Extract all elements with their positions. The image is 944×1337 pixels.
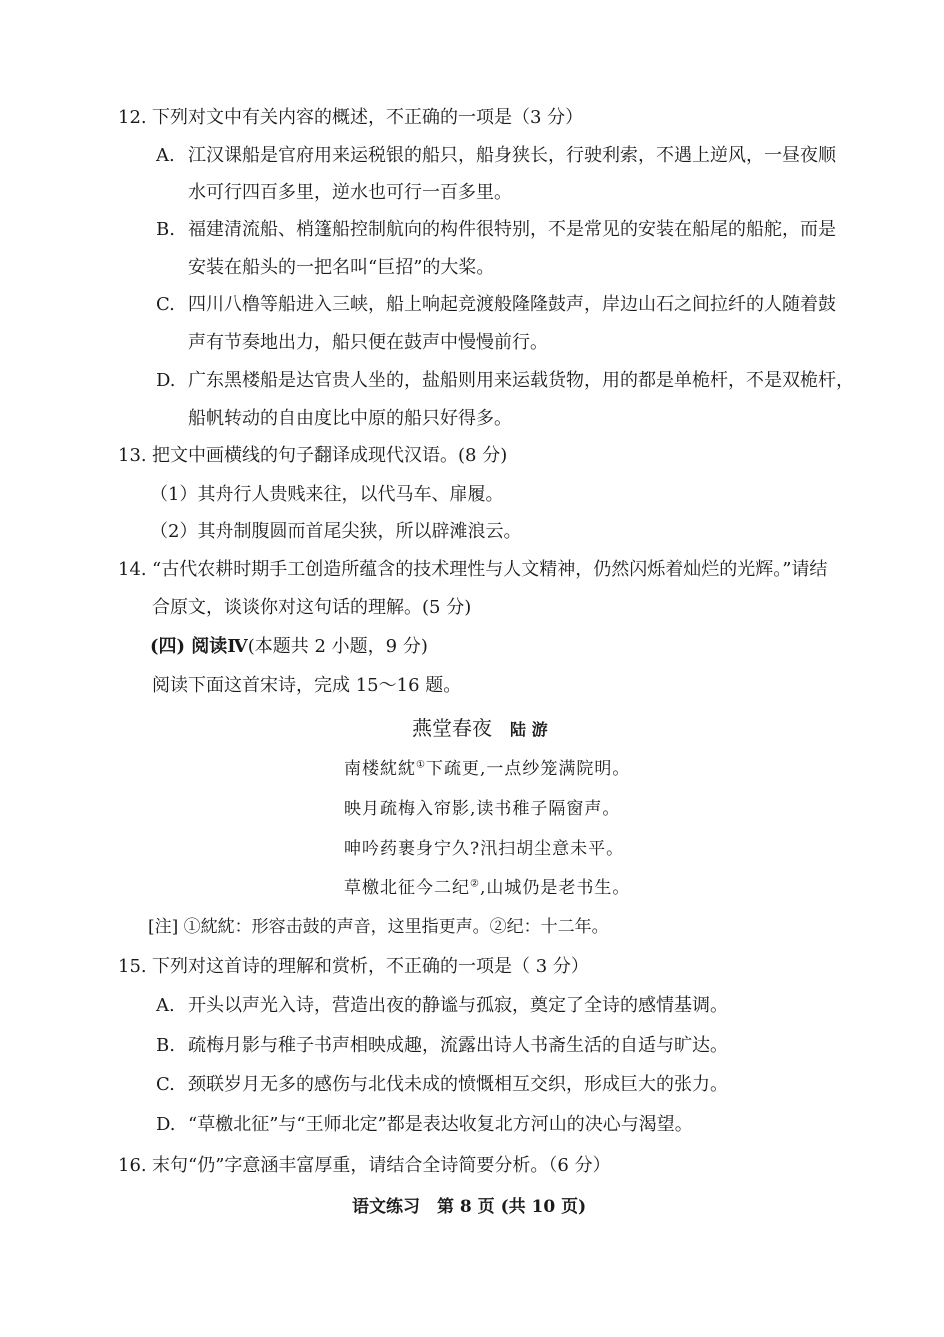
q12-option-c: C. 四川八橹等船进入三峡，船上响起竞渡般隆隆鼓声，岸边山石之间拉纤的人随着鼓 (156, 294, 836, 315)
poem-line-3: 呻吟药裹身宁久?汛扫胡尘意未平。 (344, 839, 625, 859)
question-14-line2: 合原文，谈谈你对这句话的理解。(5 分) (152, 597, 472, 618)
question-15-stem: 15. 下列对这首诗的理解和赏析，不正确的一项是（ 3 分） (118, 956, 589, 977)
question-14-stem: 14. “古代农耕时期手工创造所蕴含的技术理性与人文精神，仍然闪烁着灿烂的光辉。”请结 (118, 559, 828, 580)
q12-option-c-line2: 声有节奏地出力，船只便在鼓声中慢慢前行。 (188, 332, 548, 353)
q12-option-a: A. 江汉课船是官府用来运税银的船只，船身狭长，行驶利索，不遇上逆风，一昼夜顺 (156, 145, 836, 166)
question-12-stem: 12. 下列对文中有关内容的概述，不正确的一项是（3 分） (118, 107, 584, 128)
section-4-intro: 阅读下面这首宋诗，完成 15～16 题。 (152, 675, 462, 696)
q12-option-b-line2: 安装在船头的一把名叫“巨招”的大桨。 (188, 257, 495, 278)
q12-option-d: D. 广东黑楼船是达官贵人坐的，盐船则用来运载货物，用的都是单桅杆，不是双桅杆， (156, 370, 854, 391)
q13-item-1: （1）其舟行人贵贱来往，以代马车、扉履。 (150, 484, 504, 505)
q15-option-b: B. 疏梅月影与稚子书声相映成趣，流露出诗人书斋生活的自适与旷达。 (156, 1035, 728, 1056)
poem-line-4: 草檄北征今二纪②,山城仍是老书生。 (344, 878, 631, 898)
q15-option-d: D. “草檄北征”与“王师北定”都是表达收复北方河山的决心与渴望。 (156, 1114, 693, 1135)
question-13-stem: 13. 把文中画横线的句子翻译成现代汉语。(8 分) (118, 445, 508, 466)
q15-option-a: A. 开头以声光入诗，营造出夜的静谧与孤寂，奠定了全诗的感情基调。 (156, 995, 728, 1016)
poem-line-1: 南楼紞紞①下疏更,一点纱笼满院明。 (344, 759, 631, 779)
poem-title: 燕堂春夜 (412, 716, 492, 740)
q12-option-d-line2: 船帆转动的自由度比中原的船只好得多。 (188, 408, 512, 429)
poem-author: 陆 游 (510, 720, 548, 739)
poem-note: [注] ①紞紞：形容击鼓的声音，这里指更声。②纪：十二年。 (148, 917, 609, 937)
poem-title-line (412, 714, 548, 744)
q12-option-b: B. 福建清流船、梢篷船控制航向的构件很特别，不是常见的安装在船尾的船舵，而是 (156, 219, 836, 240)
q13-item-2: （2）其舟制腹圆而首尾尖狭，所以辟滩浪云。 (150, 521, 522, 542)
poem-line-2: 映月疏梅入帘影,读书稚子隔窗声。 (344, 799, 621, 819)
question-16-stem: 16. 末句“仍”字意涵丰富厚重，请结合全诗简要分析。（6 分） (118, 1155, 611, 1176)
q15-option-c: C. 颈联岁月无多的感伤与北伐未成的愤慨相互交织，形成巨大的张力。 (156, 1074, 728, 1095)
page-footer: 语文练习 第 8 页 (共 10 页) (352, 1197, 587, 1217)
q12-option-a-line2: 水可行四百多里，逆水也可行一百多里。 (188, 182, 512, 203)
section-4-heading: (四) 阅读Ⅳ(本题共 2 小题，9 分) (150, 636, 428, 657)
